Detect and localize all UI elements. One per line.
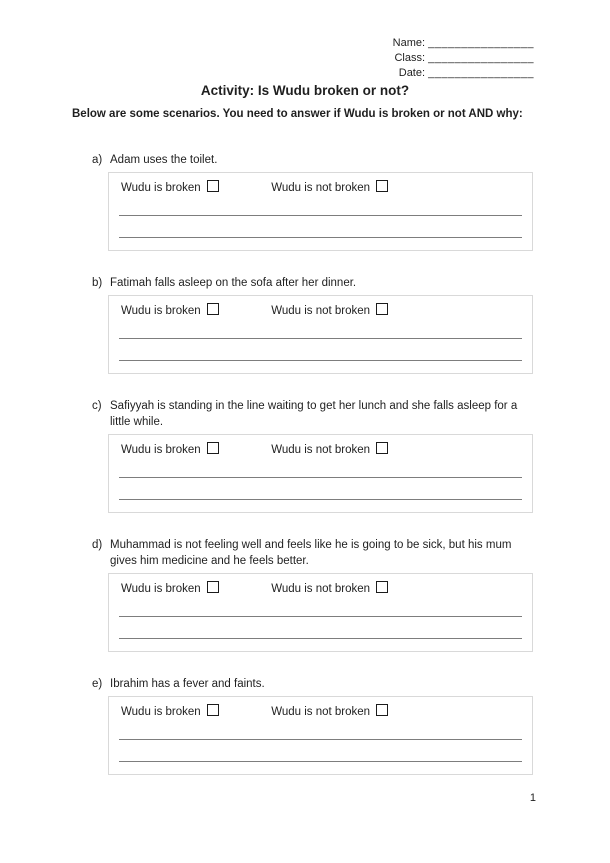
wudu-broken-label: Wudu is broken <box>121 706 201 718</box>
wudu-broken-label: Wudu is broken <box>121 182 201 194</box>
answer-line[interactable] <box>119 338 522 339</box>
answer-line[interactable] <box>119 477 522 478</box>
scenario-b <box>92 275 533 374</box>
wudu-not-broken-option <box>271 704 388 720</box>
scenario-list <box>92 152 533 799</box>
scenario-letter: c) <box>92 400 102 412</box>
scenario-d <box>92 537 533 652</box>
date-field <box>393 66 534 81</box>
wudu-broken-checkbox[interactable] <box>207 180 219 192</box>
wudu-not-broken-checkbox[interactable] <box>376 581 388 593</box>
instruction-text: Below are some scenarios. You need to answer if Wudu is broken or not AND why: <box>72 108 523 120</box>
answer-box <box>108 172 533 251</box>
wudu-not-broken-label: Wudu is not broken <box>271 706 371 718</box>
wudu-broken-option <box>121 180 268 196</box>
name-label: Name: <box>392 37 426 49</box>
wudu-broken-label: Wudu is broken <box>121 444 201 456</box>
header-fields <box>393 36 534 81</box>
wudu-not-broken-checkbox[interactable] <box>376 180 388 192</box>
wudu-not-broken-option <box>271 442 388 458</box>
answer-line[interactable] <box>119 237 522 238</box>
answer-box <box>108 295 533 374</box>
wudu-broken-option <box>121 581 268 597</box>
wudu-broken-checkbox[interactable] <box>207 442 219 454</box>
answer-line[interactable] <box>119 761 522 762</box>
wudu-not-broken-option <box>271 180 388 196</box>
name-field <box>393 36 534 51</box>
answer-line[interactable] <box>119 739 522 740</box>
scenario-e <box>92 676 533 775</box>
scenario-text: Ibrahim has a fever and faints. <box>110 678 265 690</box>
wudu-not-broken-label: Wudu is not broken <box>271 305 371 317</box>
scenario-text: Muhammad is not feeling well and feels like he is going to be sick, but his mum gives him medicine and he feels better. <box>110 539 512 567</box>
date-label: Date: <box>398 67 426 79</box>
answer-box <box>108 573 533 652</box>
wudu-broken-option <box>121 442 268 458</box>
class-blank[interactable]: ________________ <box>428 52 534 64</box>
wudu-broken-checkbox[interactable] <box>207 704 219 716</box>
scenario-text: Safiyyah is standing in the line waiting to get her lunch and she falls asleep for a little while. <box>110 400 518 428</box>
wudu-broken-checkbox[interactable] <box>207 581 219 593</box>
answer-line[interactable] <box>119 215 522 216</box>
wudu-not-broken-checkbox[interactable] <box>376 704 388 716</box>
scenario-letter: e) <box>92 678 103 690</box>
scenario-c <box>92 398 533 513</box>
wudu-broken-option <box>121 303 268 319</box>
answer-box <box>108 696 533 775</box>
class-field <box>393 51 534 66</box>
name-blank[interactable]: ________________ <box>428 37 534 49</box>
scenario-letter: a) <box>92 154 103 166</box>
scenario-text: Adam uses the toilet. <box>110 154 218 166</box>
scenario-letter: d) <box>92 539 103 551</box>
answer-line[interactable] <box>119 499 522 500</box>
class-label: Class: <box>394 52 426 64</box>
scenario-a <box>92 152 533 251</box>
wudu-not-broken-option <box>271 581 388 597</box>
wudu-not-broken-label: Wudu is not broken <box>271 444 371 456</box>
wudu-not-broken-option <box>271 303 388 319</box>
answer-line[interactable] <box>119 360 522 361</box>
page-title: Activity: Is Wudu broken or not? <box>200 83 410 98</box>
wudu-broken-label: Wudu is broken <box>121 305 201 317</box>
page-number: 1 <box>529 792 536 804</box>
wudu-not-broken-checkbox[interactable] <box>376 303 388 315</box>
answer-box <box>108 434 533 513</box>
scenario-text: Fatimah falls asleep on the sofa after her dinner. <box>110 277 357 289</box>
wudu-broken-label: Wudu is broken <box>121 583 201 595</box>
answer-line[interactable] <box>119 638 522 639</box>
wudu-not-broken-label: Wudu is not broken <box>271 583 371 595</box>
wudu-not-broken-checkbox[interactable] <box>376 442 388 454</box>
wudu-broken-checkbox[interactable] <box>207 303 219 315</box>
date-blank[interactable]: ________________ <box>428 67 534 79</box>
wudu-not-broken-label: Wudu is not broken <box>271 182 371 194</box>
answer-line[interactable] <box>119 616 522 617</box>
wudu-broken-option <box>121 704 268 720</box>
scenario-letter: b) <box>92 277 103 289</box>
